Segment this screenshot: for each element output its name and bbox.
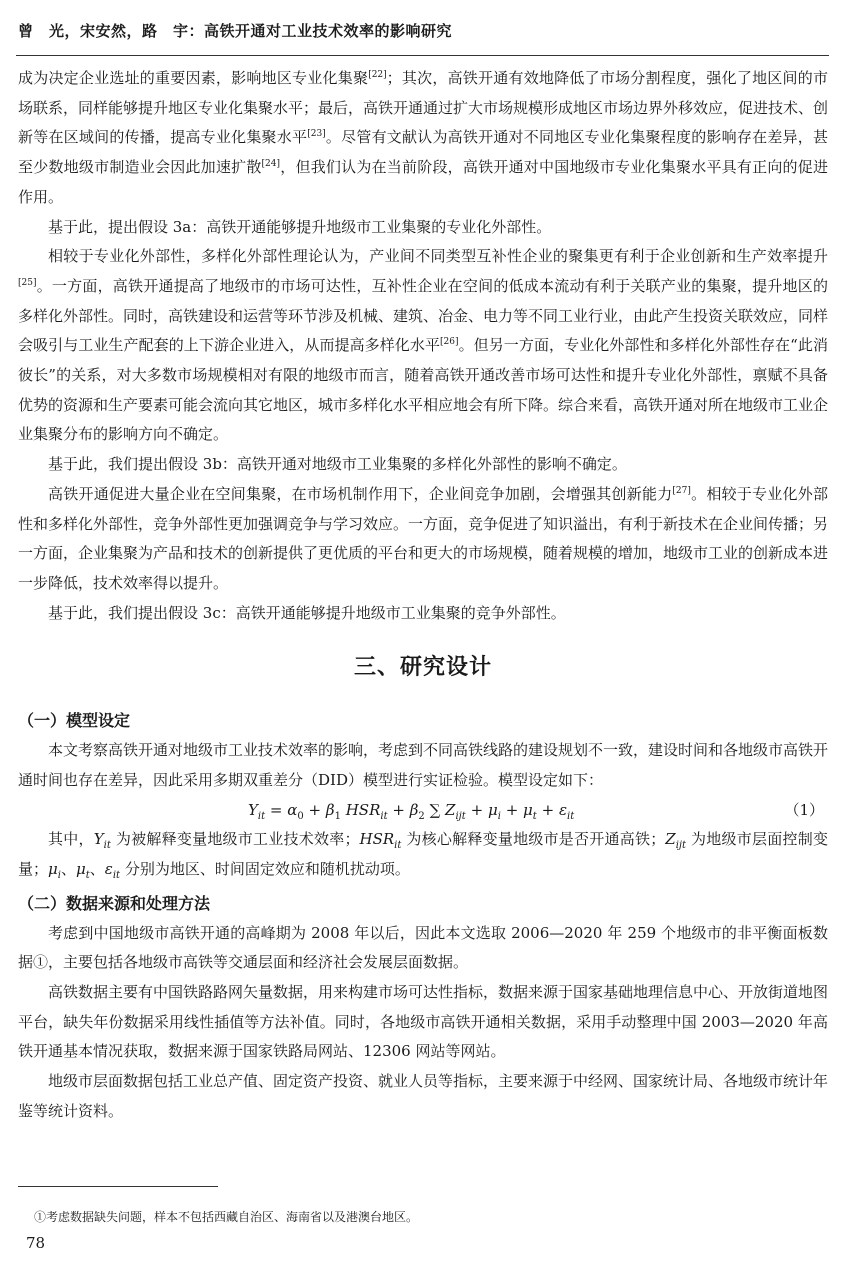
equation-formula: $Y_{it} = \alpha_0 + \beta_1$ $HSR_{it} + \beta_2$ ∑ $Z_{ijt} + \mu_i + \mu_t + \varepsilon_{it}$ <box>248 801 575 823</box>
hypothesis-3a: 基于此，提出假设 3a：高铁开通能够提升地级市工业集聚的专业化外部性。 <box>48 217 552 236</box>
citation: [24] <box>261 159 281 170</box>
equation-number: （1） <box>784 801 824 820</box>
header-rule <box>16 55 829 56</box>
section-title: 三、研究设计 <box>353 655 492 681</box>
citation: [27] <box>672 485 691 496</box>
footnote-rule <box>18 1186 218 1187</box>
paragraph: 考虑到中国地级市高铁开通的高峰期为 2008 年以后，因此本文选取 2006—2020 年 259 个地级市的非平衡面板数据①，主要包括各地级市高铁等交通层面和经济社会发展层面数据。 <box>18 923 828 972</box>
paragraph: 成为决定企业选址的重要因素，影响地区专业化集聚[22]；其次，高铁开通有效地降低了市场分割程度，强化了地区间的市场联系，同样能够提升地区专业化集聚水平；最后，高铁开通通过扩大市场规模形成地区市场边界外移效应，促进技术、创新等在区域间的传播，提高专业化集聚水平[23]。尽管有文献认为高铁开通对不同地区专业化集聚程度的影响存在差异，甚至少数地级市制造业会因此加速扩散[24]，但我们认为在当前阶段，高铁开通对中国地级市专业化集聚水平具有正向的促进作用。 <box>18 69 829 206</box>
citation: [23] <box>307 129 326 140</box>
body-text <box>18 64 828 1127</box>
paragraph: 高铁开通促进大量企业在空间集聚，在市场机制作用下，企业间竞争加剧，会增强其创新能力[27]。相较于专业化外部性和多样化外部性，竞争外部性更加强调竞争与学习效应。一方面，竞争促进了知识溢出，有利于新技术在企业间传播；另一方面，企业集聚为产品和技术的创新提供了更优质的平台和更大的市场规模，随着规模的增加，地级市工业的创新成本进一步降低，技术效率得以提升。 <box>18 484 829 592</box>
running-header: 曾 光，宋安然，路 宇：高铁开通对工业技术效率的影响研究 <box>18 22 453 40</box>
citation: [22] <box>368 70 387 80</box>
citation: [26] <box>440 337 459 348</box>
citation: [25] <box>18 277 37 288</box>
subsection-title: （一）模型设定 <box>18 711 131 731</box>
paragraph: 相较于专业化外部性，多样化外部性理论认为，产业间不同类型互补性企业的聚集更有利于企业创新和生产效率提升[25]。一方面，高铁开通提高了地级市的市场可达性，互补性企业在空间的低成本流动有利于关联产业的集聚，提升地区的多样化外部性。同时，高铁建设和运营等环节涉及机械、建筑、冶金、电力等不同工业行业，由此产生投资关联效应，同样会吸引与工业生产配套的上下游企业进入，从而提高多样化水平[26]。但另一方面，专业化外部性和多样化外部性存在“此消彼长”的关系，对大多数市场规模相对有限的地级市而言，随着高铁开通改善市场可达性和提升专业化外部性，禀赋不具备优势的资源和生产要素可能会流向其它地区，城市多样化水平相应地会有所下降。综合来看，高铁开通对所在地级市工业企业集聚分布的影响方向不确定。 <box>18 247 829 444</box>
hypothesis-3b: 基于此，我们提出假设 3b：高铁开通对地级市工业集聚的多样化外部性的影响不确定。 <box>48 455 627 474</box>
paragraph: 地级市层面数据包括工业总产值、固定资产投资、就业人员等指标，主要来源于中经网、国家统计局、各地级市统计年鉴等统计资料。 <box>18 1072 829 1120</box>
subsection-title: （二）数据来源和处理方法 <box>18 893 211 913</box>
paragraph: 本文考察高铁开通对地级市工业技术效率的影响，考虑到不同高铁线路的建设规划不一致，建设时间和各地级市高铁开通时间也存在差异，因此采用多期双重差分（DID）模型进行实证检验。模型设定如下： <box>18 741 829 789</box>
paragraph: 其中，$Y_{it}$ 为被解释变量地级市工业技术效率；$HSR_{it}$ 为核心解释变量地级市是否开通高铁；$Z_{ijt}$ 为地级市层面控制变量；$\mu_i$、$\mu_t$、$\varepsilon_{it}$ 分别为地区、时间固定效应和随机扰动项。 <box>18 830 828 882</box>
footnote: ①考虑数据缺失问题，样本不包括西藏自治区、海南省以及港澳台地区。 <box>34 1210 419 1224</box>
paragraph: 高铁数据主要有中国铁路路网矢量数据，用来构建市场可达性指标，数据来源于国家基础地理信息中心、开放街道地图平台，缺失年份数据采用线性插值等方法补值。同时，各地级市高铁开通相关数据，采用手动整理中国 2003—2020 年高铁开通基本情况获取，数据来源于国家铁路局网站、12306 网站等网站。 <box>18 982 829 1061</box>
hypothesis-3c: 基于此，我们提出假设 3c：高铁开通能够提升地级市工业集聚的竞争外部性。 <box>48 603 566 622</box>
page-number: 78 <box>26 1234 46 1252</box>
equation <box>18 795 828 825</box>
